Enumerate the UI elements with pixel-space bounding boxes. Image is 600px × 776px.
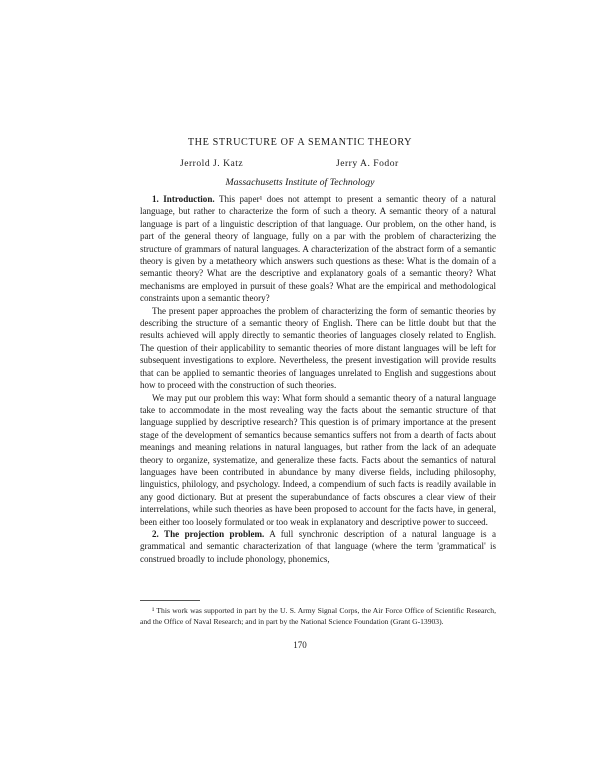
- paragraph-introduction: [140, 193, 496, 305]
- author-fodor: Jerry A. Fodor: [336, 158, 399, 169]
- paragraph: [140, 392, 496, 528]
- article-body: [140, 193, 496, 565]
- footnote: ¹ This work was supported in part by the U. S. Army Signal Corps, the Air Force Office of Scientific Research, and the Office of Naval Research; and in part by the National Science Foundation (Grant G-13903).: [140, 606, 496, 626]
- section-heading-introduction: 1. Introduction.: [152, 194, 215, 204]
- page-number: 170: [293, 640, 307, 650]
- article-title: THE STRUCTURE OF A SEMANTIC THEORY: [187, 137, 413, 148]
- paragraph-text: A full synchronic description of a natural language is a grammatical and semantic characterization of that language (where the term 'grammatical' is construed broadly to include phonology, phonemics,: [140, 528, 496, 564]
- footnote-divider: [140, 600, 200, 601]
- paragraph: [140, 305, 496, 392]
- affiliation: Massachusetts Institute of Technology: [225, 177, 375, 188]
- paragraph-text: We may put our problem this way: What form should a semantic theory of a natural language take to accommodate in the most revealing way the facts about the semantic structure of that language supplied by descriptive research? This question is of primary importance at the present stage of the development of semantics because semantics suffers not from a dearth of facts about meanings and meaning relations in natural languages, but rather from the lack of an adequate theory to organize, systematize, and generalize these facts. Facts about the semantics of natural languages have been contributed in abundance by many diverse fields, including philosophy, linguistics, philology, and psychology. Indeed, a compendium of such facts is readily available in any good dictionary. But at present the superabundance of facts obscures a clear view of their interrelations, while such theories as have been proposed to account for the facts have, in general, been either too loosely formulated or too weak in explanatory and descriptive power to succeed.: [140, 392, 496, 527]
- paragraph-text: This paper¹ does not attempt to present a semantic theory of a natural language, but rather to characterize the form of such a theory. A semantic theory of a natural language is part of a linguistic description of that language. Our problem, on the other hand, is part of the general theory of language, fully on a par with the problem of characterizing the structure of grammars of natural languages. A characterization of the abstract form of a semantic theory is given by a metatheory which answers such questions as these: What is the domain of a semantic theory? What are the descriptive and explanatory goals of a semantic theory? What mechanisms are employed in pursuit of these goals? What are the empirical and methodological constraints upon a semantic theory?: [140, 194, 496, 304]
- author-katz: Jerrold J. Katz: [180, 158, 244, 169]
- paragraph-projection-problem: [140, 528, 496, 565]
- section-heading-projection-problem: 2. The projection problem.: [152, 528, 265, 539]
- paragraph-text: The present paper approaches the problem of characterizing the form of semantic theories by describing the structure of a semantic theory of English. There can be little doubt but that the results achieved will apply directly to semantic theories of languages closely related to English. The question of their applicability to semantic theories of more distant languages will be left for subsequent investigations to explore. Nevertheless, the present investigation will provide results that can be applied to semantic theories of languages unrelated to English and suggestions about how to proceed with the construction of such theories.: [140, 305, 496, 391]
